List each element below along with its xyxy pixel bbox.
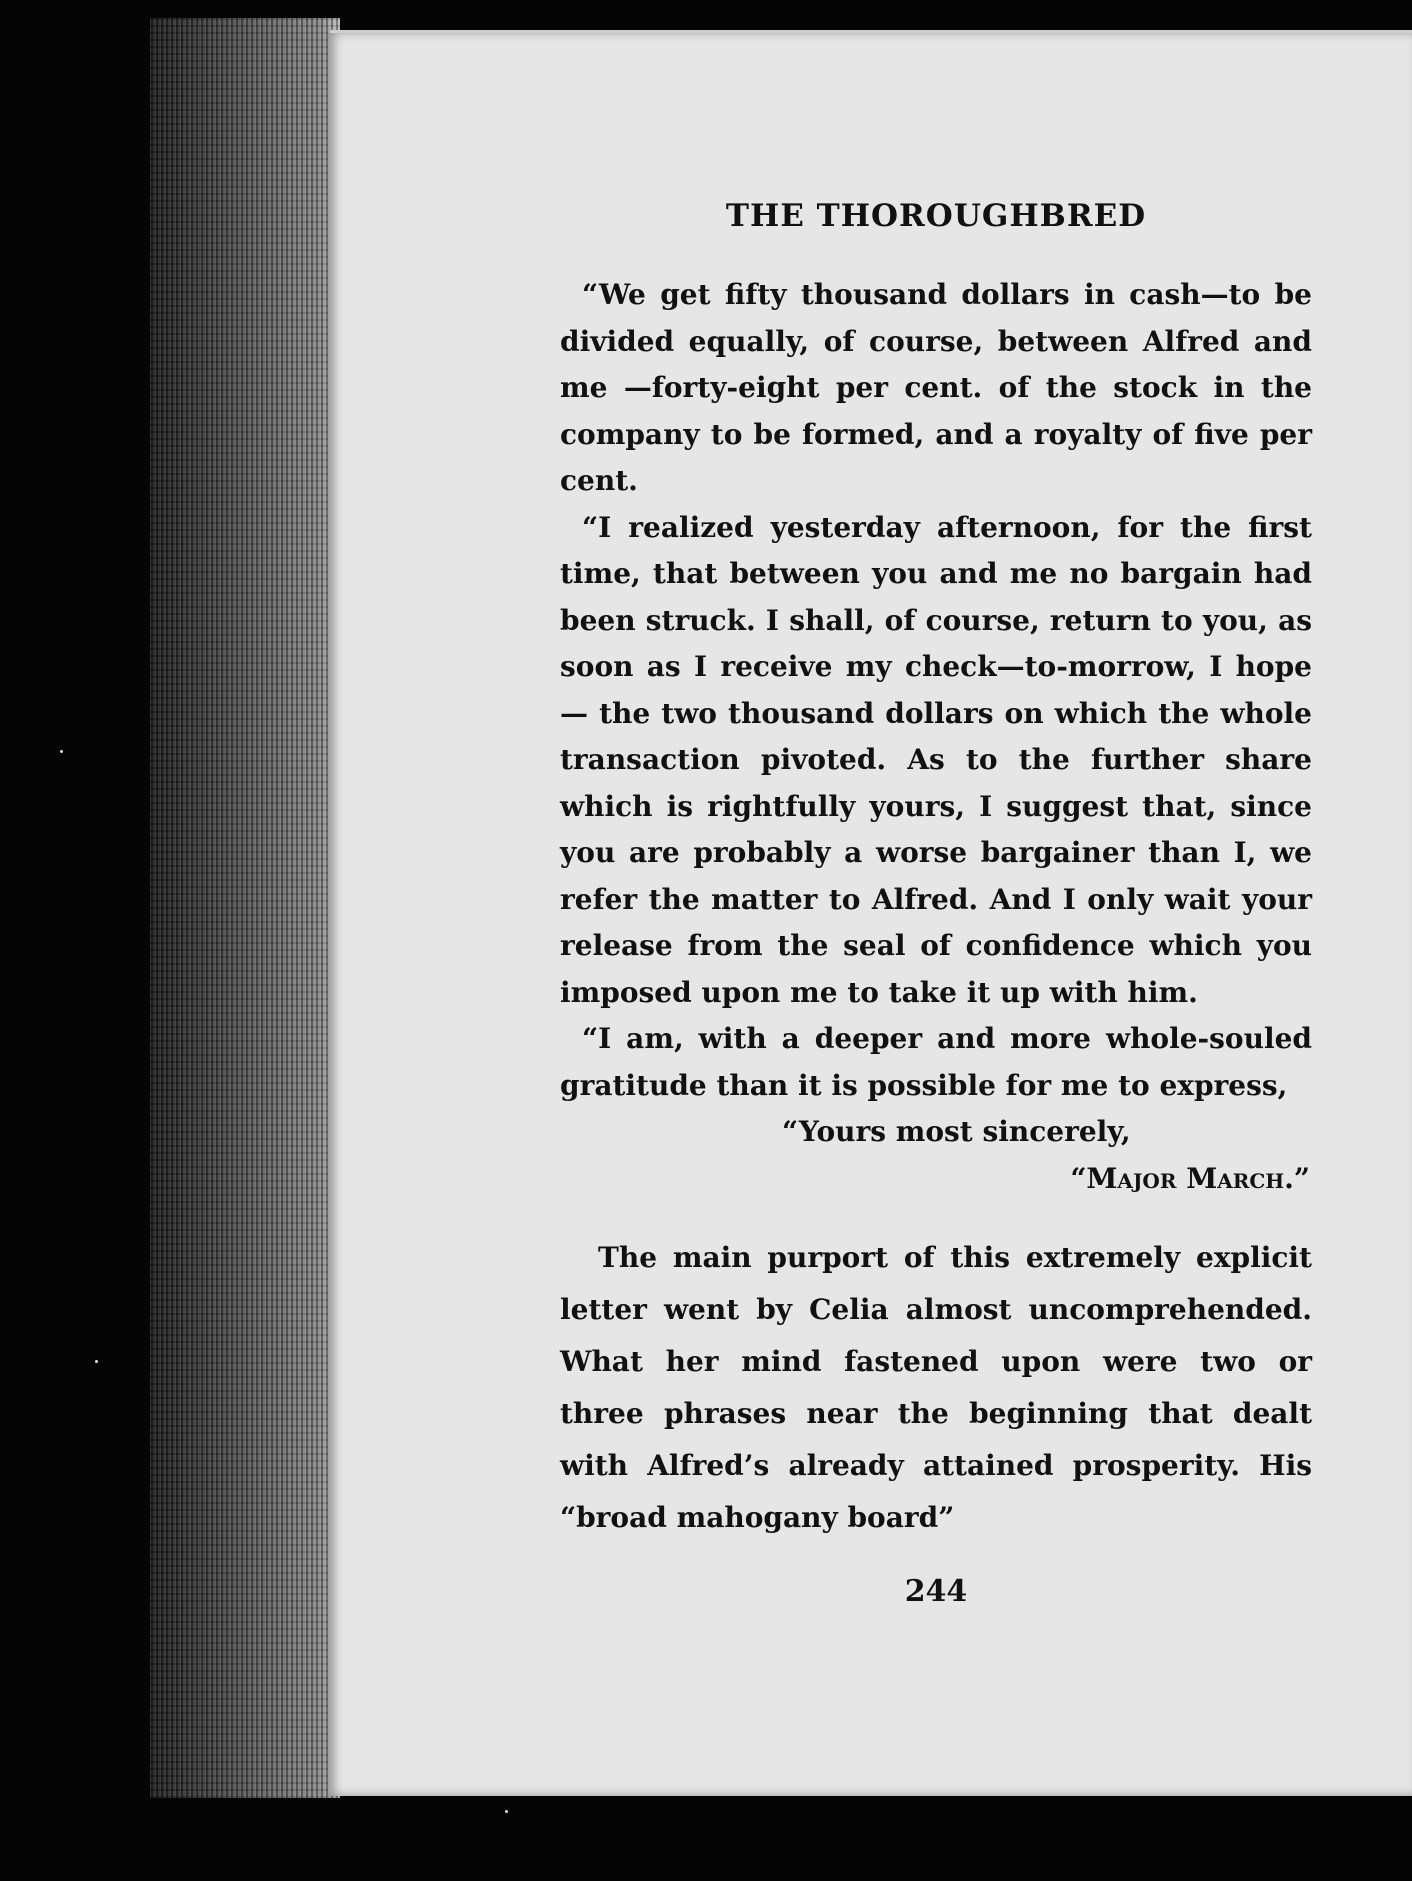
book-page-edges bbox=[150, 18, 340, 1798]
letter-paragraph: “I realized yesterday afternoon, for the first time, that between you and me no bargain had been struck. I shall, of course, return to you, as soon as I receive my check—to-morrow, I hope— the two thousand dollars on which the whole transaction pivoted. As to the further share which is rightfully yours, I suggest that, since you are probably a worse bargainer than I, we refer the matter to Alfred. And I only wait your release from the seal of confidence which you imposed upon me to take it up with him. bbox=[560, 510, 1312, 1009]
letter-paragraph: “I am, with a deeper and more whole-souled gratitude than it is possible for me to express, bbox=[560, 1022, 1312, 1102]
letter-salutation: “Yours most sincerely, bbox=[782, 1115, 1131, 1148]
page-number: 244 bbox=[904, 1574, 968, 1609]
dust-speck bbox=[60, 750, 63, 753]
page-top-edge bbox=[330, 30, 1412, 33]
page-text bbox=[560, 198, 1312, 1612]
dust-speck bbox=[95, 1360, 98, 1363]
letter-signature: “Major March.” bbox=[1070, 1161, 1310, 1195]
running-head: THE THOROUGHBRED bbox=[725, 198, 1147, 234]
narrative-paragraph: The main purport of this extremely explicit letter went by Celia almost uncomprehended. What her mind fastened upon were two or three phrases near the beginning that dealt with Alfred’s already attained prosperity. His “broad mahogany board” bbox=[560, 1241, 1312, 1534]
letter-paragraph: “We get fifty thousand dollars in cash—to be divided equally, of course, between Alfred and me —forty-eight per cent. of the stock in the company to be formed, and a royalty of five per cent. bbox=[560, 278, 1312, 497]
dust-speck bbox=[505, 1810, 508, 1813]
